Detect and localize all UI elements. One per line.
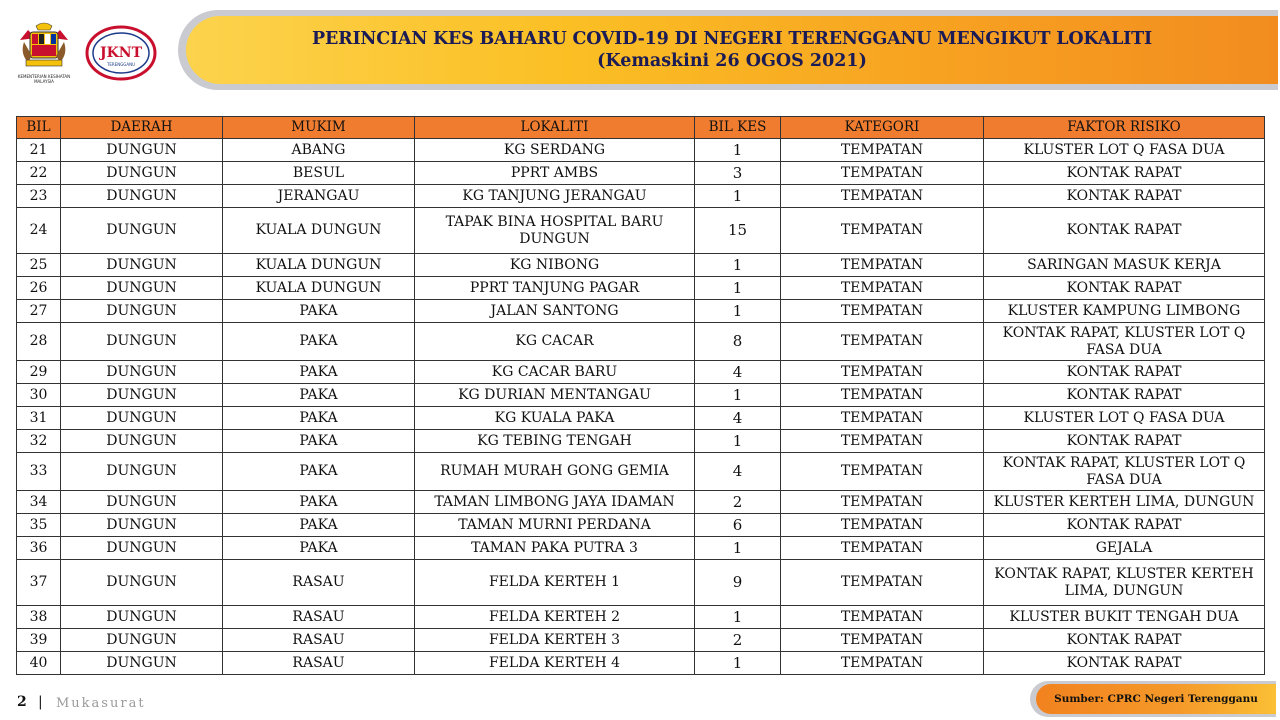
- table-row: [17, 652, 1265, 675]
- cell-mukim: JERANGAU: [223, 185, 415, 208]
- cell-lokaliti: TAMAN MURNI PERDANA: [415, 514, 695, 537]
- cell-lokaliti: TAMAN PAKA PUTRA 3: [415, 537, 695, 560]
- cell-bil-kes: 1: [695, 254, 781, 277]
- cell-bil: 27: [17, 300, 61, 323]
- cell-bil-kes: 2: [695, 491, 781, 514]
- page-number: 2: [17, 694, 27, 710]
- cell-lokaliti: FELDA KERTEH 2: [415, 606, 695, 629]
- cell-bil-kes: 15: [695, 208, 781, 254]
- cell-kategori: TEMPATAN: [781, 323, 984, 361]
- cell-lokaliti: PPRT AMBS: [415, 162, 695, 185]
- cell-faktor-risiko: KONTAK RAPAT: [984, 430, 1265, 453]
- cell-bil: 30: [17, 384, 61, 407]
- cell-kategori: TEMPATAN: [781, 407, 984, 430]
- cell-daerah: DUNGUN: [61, 277, 223, 300]
- cell-daerah: DUNGUN: [61, 652, 223, 675]
- cell-faktor-risiko: KONTAK RAPAT, KLUSTER LOT Q FASA DUA: [984, 323, 1265, 361]
- cell-lokaliti: KG NIBONG: [415, 254, 695, 277]
- cell-bil-kes: 1: [695, 384, 781, 407]
- table-row: [17, 606, 1265, 629]
- cell-lokaliti: KG TEBING TENGAH: [415, 430, 695, 453]
- cell-lokaliti: FELDA KERTEH 3: [415, 629, 695, 652]
- header-banner: [178, 10, 1278, 90]
- cell-lokaliti: FELDA KERTEH 1: [415, 560, 695, 606]
- jknt-logo-sub: TERENGGANU: [106, 62, 136, 67]
- cell-mukim: RASAU: [223, 606, 415, 629]
- cell-lokaliti: TAMAN LIMBONG JAYA IDAMAN: [415, 491, 695, 514]
- table-row: [17, 300, 1265, 323]
- cell-kategori: TEMPATAN: [781, 430, 984, 453]
- cell-lokaliti: KG TANJUNG JERANGAU: [415, 185, 695, 208]
- cell-bil: 33: [17, 453, 61, 491]
- cell-bil: 23: [17, 185, 61, 208]
- cell-faktor-risiko: KLUSTER LOT Q FASA DUA: [984, 139, 1265, 162]
- cell-daerah: DUNGUN: [61, 606, 223, 629]
- cell-daerah: DUNGUN: [61, 384, 223, 407]
- cell-bil: 35: [17, 514, 61, 537]
- cell-mukim: RASAU: [223, 560, 415, 606]
- cell-mukim: PAKA: [223, 384, 415, 407]
- cell-mukim: BESUL: [223, 162, 415, 185]
- table-row: [17, 537, 1265, 560]
- cell-faktor-risiko: KONTAK RAPAT: [984, 652, 1265, 675]
- cell-daerah: DUNGUN: [61, 323, 223, 361]
- cell-kategori: TEMPATAN: [781, 629, 984, 652]
- cell-lokaliti: KG DURIAN MENTANGAU: [415, 384, 695, 407]
- cell-bil: 40: [17, 652, 61, 675]
- column-header-bil-kes: BIL KES: [695, 117, 781, 139]
- cell-lokaliti: KG CACAR: [415, 323, 695, 361]
- cell-bil-kes: 1: [695, 606, 781, 629]
- cell-faktor-risiko: GEJALA: [984, 537, 1265, 560]
- cell-bil: 29: [17, 361, 61, 384]
- column-header-lokaliti: LOKALITI: [415, 117, 695, 139]
- cell-lokaliti: KG SERDANG: [415, 139, 695, 162]
- cell-daerah: DUNGUN: [61, 407, 223, 430]
- cell-kategori: TEMPATAN: [781, 300, 984, 323]
- cell-mukim: KUALA DUNGUN: [223, 277, 415, 300]
- table-row: [17, 514, 1265, 537]
- table-row: [17, 139, 1265, 162]
- cell-kategori: TEMPATAN: [781, 162, 984, 185]
- cell-kategori: TEMPATAN: [781, 453, 984, 491]
- cell-bil-kes: 4: [695, 453, 781, 491]
- cell-mukim: KUALA DUNGUN: [223, 254, 415, 277]
- cell-daerah: DUNGUN: [61, 254, 223, 277]
- cell-kategori: TEMPATAN: [781, 560, 984, 606]
- cell-bil-kes: 1: [695, 277, 781, 300]
- cell-faktor-risiko: KONTAK RAPAT: [984, 629, 1265, 652]
- cell-kategori: TEMPATAN: [781, 537, 984, 560]
- cell-daerah: DUNGUN: [61, 430, 223, 453]
- table-row: [17, 560, 1265, 606]
- cell-faktor-risiko: KONTAK RAPAT: [984, 514, 1265, 537]
- cell-lokaliti: KG CACAR BARU: [415, 361, 695, 384]
- cell-kategori: TEMPATAN: [781, 514, 984, 537]
- cell-bil-kes: 1: [695, 139, 781, 162]
- cell-faktor-risiko: KLUSTER KERTEH LIMA, DUNGUN: [984, 491, 1265, 514]
- cell-daerah: DUNGUN: [61, 361, 223, 384]
- cell-lokaliti: RUMAH MURAH GONG GEMIA: [415, 453, 695, 491]
- cell-kategori: TEMPATAN: [781, 185, 984, 208]
- cell-kategori: TEMPATAN: [781, 254, 984, 277]
- cell-bil: 39: [17, 629, 61, 652]
- cell-mukim: PAKA: [223, 537, 415, 560]
- cell-kategori: TEMPATAN: [781, 361, 984, 384]
- cell-faktor-risiko: KONTAK RAPAT: [984, 208, 1265, 254]
- table-row: [17, 491, 1265, 514]
- cell-daerah: DUNGUN: [61, 560, 223, 606]
- table-row: [17, 361, 1265, 384]
- cell-mukim: PAKA: [223, 430, 415, 453]
- page-label: Mukasurat: [56, 696, 146, 711]
- cell-bil: 28: [17, 323, 61, 361]
- cell-daerah: DUNGUN: [61, 185, 223, 208]
- cell-bil: 26: [17, 277, 61, 300]
- cell-bil-kes: 1: [695, 300, 781, 323]
- source-text: Sumber: CPRC Negeri Terengganu: [1054, 693, 1258, 705]
- cell-mukim: PAKA: [223, 361, 415, 384]
- cell-faktor-risiko: KONTAK RAPAT: [984, 277, 1265, 300]
- cell-mukim: PAKA: [223, 300, 415, 323]
- cell-mukim: PAKA: [223, 323, 415, 361]
- cell-bil-kes: 9: [695, 560, 781, 606]
- cell-bil-kes: 1: [695, 537, 781, 560]
- cell-lokaliti: KG KUALA PAKA: [415, 407, 695, 430]
- cell-bil: 24: [17, 208, 61, 254]
- cell-mukim: PAKA: [223, 491, 415, 514]
- column-header-mukim: MUKIM: [223, 117, 415, 139]
- cases-table: [16, 116, 1265, 675]
- cell-mukim: RASAU: [223, 629, 415, 652]
- cell-bil: 38: [17, 606, 61, 629]
- cell-lokaliti: JALAN SANTONG: [415, 300, 695, 323]
- cell-bil: 21: [17, 139, 61, 162]
- jknt-logo: [84, 24, 158, 82]
- cell-bil: 22: [17, 162, 61, 185]
- cell-daerah: DUNGUN: [61, 629, 223, 652]
- cell-mukim: KUALA DUNGUN: [223, 208, 415, 254]
- table-row: [17, 453, 1265, 491]
- cell-kategori: TEMPATAN: [781, 491, 984, 514]
- header-logos: [10, 18, 170, 88]
- page-subtitle: (Kemaskini 26 OGOS 2021): [597, 51, 867, 71]
- cell-bil-kes: 6: [695, 514, 781, 537]
- cell-daerah: DUNGUN: [61, 162, 223, 185]
- cell-bil-kes: 4: [695, 407, 781, 430]
- table-header-row: [17, 117, 1265, 139]
- cell-faktor-risiko: KLUSTER BUKIT TENGAH DUA: [984, 606, 1265, 629]
- cell-faktor-risiko: KONTAK RAPAT: [984, 185, 1265, 208]
- cell-lokaliti: TAPAK BINA HOSPITAL BARU DUNGUN: [415, 208, 695, 254]
- table-row: [17, 277, 1265, 300]
- cell-daerah: DUNGUN: [61, 300, 223, 323]
- cell-kategori: TEMPATAN: [781, 277, 984, 300]
- cell-faktor-risiko: KLUSTER KAMPUNG LIMBONG: [984, 300, 1265, 323]
- cell-faktor-risiko: KONTAK RAPAT: [984, 162, 1265, 185]
- cell-faktor-risiko: KONTAK RAPAT, KLUSTER KERTEH LIMA, DUNGUN: [984, 560, 1265, 606]
- cell-bil: 32: [17, 430, 61, 453]
- cell-mukim: PAKA: [223, 514, 415, 537]
- cell-faktor-risiko: KONTAK RAPAT, KLUSTER LOT Q FASA DUA: [984, 453, 1265, 491]
- cell-bil-kes: 8: [695, 323, 781, 361]
- cell-bil: 36: [17, 537, 61, 560]
- cell-kategori: TEMPATAN: [781, 139, 984, 162]
- cell-bil-kes: 1: [695, 185, 781, 208]
- moh-caption: KEMENTERIAN KESIHATAN MALAYSIA: [17, 74, 71, 84]
- cell-lokaliti: PPRT TANJUNG PAGAR: [415, 277, 695, 300]
- column-header-daerah: DAERAH: [61, 117, 223, 139]
- cell-mukim: PAKA: [223, 407, 415, 430]
- cell-lokaliti: FELDA KERTEH 4: [415, 652, 695, 675]
- table-row: [17, 254, 1265, 277]
- banner-fill: [186, 16, 1278, 84]
- table-row: [17, 323, 1265, 361]
- page-title: PERINCIAN KES BAHARU COVID-19 DI NEGERI TERENGGANU MENGIKUT LOKALITI: [312, 29, 1152, 49]
- cell-faktor-risiko: KONTAK RAPAT: [984, 384, 1265, 407]
- cell-mukim: PAKA: [223, 453, 415, 491]
- cell-daerah: DUNGUN: [61, 491, 223, 514]
- cell-kategori: TEMPATAN: [781, 652, 984, 675]
- cell-bil: 37: [17, 560, 61, 606]
- cell-kategori: TEMPATAN: [781, 384, 984, 407]
- table-row: [17, 407, 1265, 430]
- table-row: [17, 185, 1265, 208]
- cell-faktor-risiko: KONTAK RAPAT: [984, 361, 1265, 384]
- cell-bil-kes: 1: [695, 652, 781, 675]
- cell-daerah: DUNGUN: [61, 537, 223, 560]
- cell-daerah: DUNGUN: [61, 208, 223, 254]
- cell-bil: 31: [17, 407, 61, 430]
- cell-faktor-risiko: SARINGAN MASUK KERJA: [984, 254, 1265, 277]
- table-row: [17, 208, 1265, 254]
- table-row: [17, 384, 1265, 407]
- column-header-faktor-risiko: FAKTOR RISIKO: [984, 117, 1265, 139]
- cell-kategori: TEMPATAN: [781, 606, 984, 629]
- cell-faktor-risiko: KLUSTER LOT Q FASA DUA: [984, 407, 1265, 430]
- column-header-kategori: KATEGORI: [781, 117, 984, 139]
- cell-bil-kes: 4: [695, 361, 781, 384]
- cell-mukim: ABANG: [223, 139, 415, 162]
- table-row: [17, 629, 1265, 652]
- table-row: [17, 430, 1265, 453]
- cell-bil-kes: 1: [695, 430, 781, 453]
- jknt-logo-text: JKNT: [99, 45, 143, 61]
- cell-daerah: DUNGUN: [61, 453, 223, 491]
- cell-bil-kes: 2: [695, 629, 781, 652]
- cell-daerah: DUNGUN: [61, 139, 223, 162]
- cell-mukim: RASAU: [223, 652, 415, 675]
- table-row: [17, 162, 1265, 185]
- cell-bil: 25: [17, 254, 61, 277]
- column-header-bil: BIL: [17, 117, 61, 139]
- source-badge: [1036, 684, 1276, 714]
- cell-bil-kes: 3: [695, 162, 781, 185]
- footer-separator: |: [38, 694, 43, 710]
- cell-kategori: TEMPATAN: [781, 208, 984, 254]
- cell-daerah: DUNGUN: [61, 514, 223, 537]
- cell-bil: 34: [17, 491, 61, 514]
